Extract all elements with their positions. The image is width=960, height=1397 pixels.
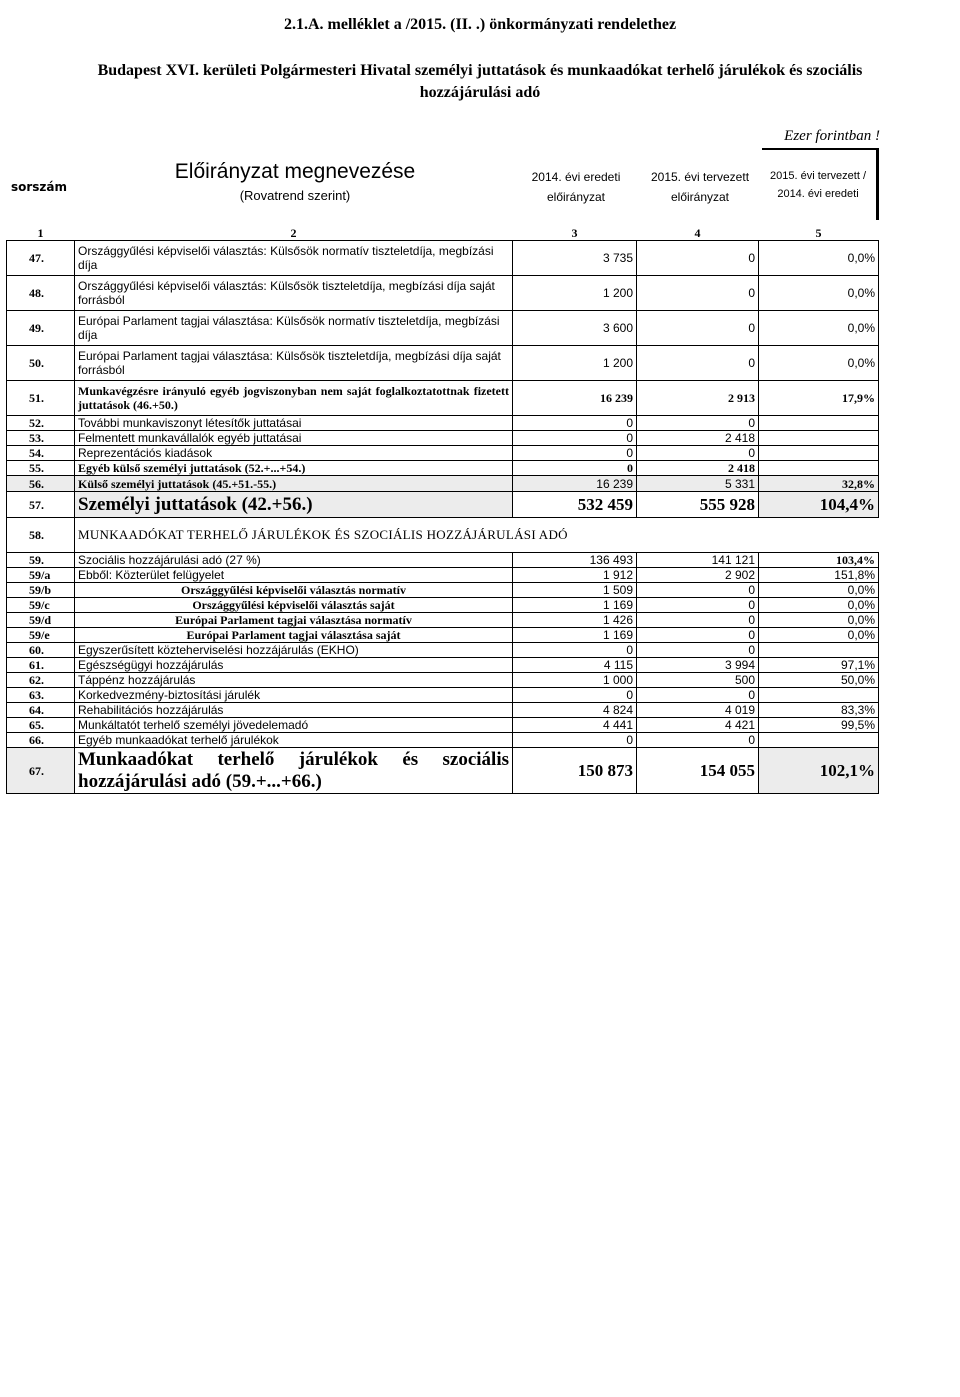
row-label: Munkavégzésre irányuló egyéb jogviszonyban nem saját foglalkoztatottnak fizetett juttatások (46.+50.) [75,381,513,416]
row-label: Országgyűlési képviselői választás normatív [75,583,513,598]
value-2015: 2 913 [637,381,759,416]
value-ratio: 99,5% [759,718,879,733]
table-row [7,658,879,673]
row-number: 64. [7,703,75,718]
value-2015: 154 055 [637,748,759,794]
table-row [7,733,879,748]
value-ratio [759,416,879,431]
value-2015: 2 418 [637,431,759,446]
value-ratio: 151,8% [759,568,879,583]
row-label: Európai Parlament tagjai választása: Külsősök tiszteletdíja, megbízási díja saját forrásból [75,346,513,381]
column-header-2015-line1: 2015. évi tervezett [650,170,750,184]
row-number: 49. [7,311,75,346]
table-row [7,416,879,431]
table-row [7,568,879,583]
column-header-2015-line2: előirányzat [670,190,730,204]
row-label: Személyi juttatások (42.+56.) [75,492,513,518]
table-row [7,241,879,276]
column-header-2015-planned [640,170,760,204]
value-2014: 16 239 [513,476,637,492]
value-ratio: 104,4% [759,492,879,518]
row-number: 54. [7,446,75,461]
row-number: 61. [7,658,75,673]
value-2014: 0 [513,733,637,748]
column-header-ratio [762,170,874,200]
row-number: 57. [7,492,75,518]
table-row [7,553,879,568]
value-2015: 0 [637,688,759,703]
column-header-2014-line2: előirányzat [546,190,606,204]
section-heading: MUNKAADÓKAT TERHELŐ JÁRULÉKOK ÉS SZOCIÁLIS HOZZÁJÁRULÁSI ADÓ [75,518,879,553]
table-row [7,381,879,416]
value-ratio: 0,0% [759,583,879,598]
value-ratio [759,461,879,476]
value-2014: 0 [513,461,637,476]
budget-table [6,226,879,794]
value-2014: 0 [513,688,637,703]
column-number: 1 [7,226,75,241]
value-2014: 1 000 [513,673,637,688]
value-2014: 16 239 [513,381,637,416]
column-header-name [80,160,510,203]
value-2015: 141 121 [637,553,759,568]
row-number: 52. [7,416,75,431]
row-number: 48. [7,276,75,311]
value-ratio: 83,3% [759,703,879,718]
row-number: 58. [7,518,75,553]
value-2014: 532 459 [513,492,637,518]
row-number: 53. [7,431,75,446]
value-2015: 0 [637,613,759,628]
value-2014: 1 200 [513,276,637,311]
value-2015: 0 [637,416,759,431]
value-2015: 0 [637,583,759,598]
table-row [7,598,879,613]
value-2015: 0 [637,628,759,643]
row-label: Rehabilitációs hozzájárulás [75,703,513,718]
value-2015: 0 [637,311,759,346]
value-ratio: 32,8% [759,476,879,492]
document-title-line2: hozzájárulási adó [419,84,541,101]
table-row [7,446,879,461]
table-row [7,613,879,628]
value-2014: 4 441 [513,718,637,733]
row-number: 56. [7,476,75,492]
table-row [7,583,879,598]
value-2015: 2 902 [637,568,759,583]
column-header-sorszam: sorszám [10,180,68,194]
value-2014: 150 873 [513,748,637,794]
header-frame-right [876,148,879,220]
annex-reference: 2.1.A. melléklet a /2015. (II. .) önkormányzati rendelethez [283,16,677,33]
table-row [7,748,879,794]
row-number: 66. [7,733,75,748]
value-2015: 0 [637,241,759,276]
value-ratio: 0,0% [759,276,879,311]
row-label: Egészségügyi hozzájárulás [75,658,513,673]
value-ratio: 0,0% [759,241,879,276]
table-row [7,461,879,476]
column-header-ratio-line1: 2015. évi tervezett / [770,170,866,182]
row-label: Egyéb külső személyi juttatások (52.+...+54.) [75,461,513,476]
row-label: Európai Parlament tagjai választása: Külsősök normatív tiszteletdíja, megbízási díja [75,311,513,346]
value-2014: 4 115 [513,658,637,673]
row-number: 59/e [7,628,75,643]
row-label: Külső személyi juttatások (45.+51.-55.) [75,476,513,492]
column-number: 2 [75,226,513,241]
table-row [7,673,879,688]
value-ratio [759,733,879,748]
value-ratio: 102,1% [759,748,879,794]
row-number: 63. [7,688,75,703]
value-2015: 5 331 [637,476,759,492]
value-ratio [759,446,879,461]
table-row [7,628,879,643]
value-ratio: 103,4% [759,553,879,568]
document-title [60,60,900,104]
value-2014: 3 600 [513,311,637,346]
value-2015: 3 994 [637,658,759,673]
value-2014: 1 169 [513,628,637,643]
table-row [7,492,879,518]
row-number: 59/a [7,568,75,583]
table-row [7,311,879,346]
value-2014: 1 912 [513,568,637,583]
value-2014: 1 509 [513,583,637,598]
column-header-name-main: Előirányzat megnevezése [174,160,416,183]
row-label: Országgyűlési képviselői választás: Külsősök tiszteletdíja, megbízási díja saját forrásból [75,276,513,311]
value-2014: 1 200 [513,346,637,381]
value-2015: 0 [637,446,759,461]
value-ratio: 17,9% [759,381,879,416]
row-label: Reprezentációs kiadások [75,446,513,461]
value-2014: 136 493 [513,553,637,568]
row-label: Táppénz hozzájárulás [75,673,513,688]
value-ratio: 97,1% [759,658,879,673]
column-number: 3 [513,226,637,241]
row-number: 59/b [7,583,75,598]
row-label: Felmentett munkavállalók egyéb juttatásai [75,431,513,446]
column-header-2014-line1: 2014. évi eredeti [531,170,621,184]
row-label: Országgyűlési képviselői választás: Külsősök normatív tiszteletdíja, megbízási díja [75,241,513,276]
section-heading-row [7,518,879,553]
value-2015: 0 [637,733,759,748]
header-frame-top [762,148,879,150]
value-2014: 1 426 [513,613,637,628]
column-header-2014-original [516,170,636,204]
value-2015: 0 [637,346,759,381]
value-2015: 4 421 [637,718,759,733]
row-number: 60. [7,643,75,658]
row-number: 51. [7,381,75,416]
row-label: Munkáltatót terhelő személyi jövedelemadó [75,718,513,733]
row-label: Ebből: Közterület felügyelet [75,568,513,583]
value-ratio [759,643,879,658]
table-row [7,688,879,703]
table-row [7,718,879,733]
table-row [7,276,879,311]
value-2014: 0 [513,431,637,446]
value-2014: 0 [513,643,637,658]
value-2015: 0 [637,598,759,613]
row-label: Munkaadókat terhelő járulékok és szociális hozzájárulási adó (59.+...+66.) [75,748,513,794]
value-ratio: 0,0% [759,311,879,346]
table-row [7,476,879,492]
value-2015: 2 418 [637,461,759,476]
unit-note: Ezer forintban ! [784,128,880,144]
row-number: 62. [7,673,75,688]
row-number: 65. [7,718,75,733]
row-number: 59/d [7,613,75,628]
value-2015: 0 [637,643,759,658]
value-2014: 0 [513,416,637,431]
table-row [7,703,879,718]
column-number: 4 [637,226,759,241]
row-number: 67. [7,748,75,794]
column-header-ratio-line2: 2014. évi eredeti [777,188,859,200]
value-2015: 555 928 [637,492,759,518]
table-row [7,346,879,381]
value-2015: 500 [637,673,759,688]
row-label: Európai Parlament tagjai választása normatív [75,613,513,628]
column-number-row [7,226,879,241]
row-label: Egyszerűsített közteherviselési hozzájárulás (EKHO) [75,643,513,658]
value-ratio: 0,0% [759,628,879,643]
table-row [7,643,879,658]
value-2014: 0 [513,446,637,461]
table-row [7,431,879,446]
row-number: 55. [7,461,75,476]
value-2014: 3 735 [513,241,637,276]
row-label: További munkaviszonyt létesítők juttatásai [75,416,513,431]
row-label: Európai Parlament tagjai választása saját [75,628,513,643]
column-header-name-sub: (Rovatrend szerint) [239,188,351,203]
value-2014: 4 824 [513,703,637,718]
column-number: 5 [759,226,879,241]
row-number: 50. [7,346,75,381]
value-ratio [759,688,879,703]
value-ratio: 0,0% [759,598,879,613]
row-label: Egyéb munkaadókat terhelő járulékok [75,733,513,748]
value-2015: 4 019 [637,703,759,718]
value-2015: 0 [637,276,759,311]
value-ratio: 50,0% [759,673,879,688]
row-number: 59/c [7,598,75,613]
document-title-line1: Budapest XVI. kerületi Polgármesteri Hivatal személyi juttatások és munkaadókat terhelő járulékok és szociális [97,62,863,79]
value-ratio: 0,0% [759,346,879,381]
row-label: Korkedvezmény-biztosítási járulék [75,688,513,703]
row-number: 59. [7,553,75,568]
row-number: 47. [7,241,75,276]
value-ratio [759,431,879,446]
value-2014: 1 169 [513,598,637,613]
row-label: Szociális hozzájárulási adó (27 %) [75,553,513,568]
row-label: Országgyűlési képviselői választás saját [75,598,513,613]
value-ratio: 0,0% [759,613,879,628]
